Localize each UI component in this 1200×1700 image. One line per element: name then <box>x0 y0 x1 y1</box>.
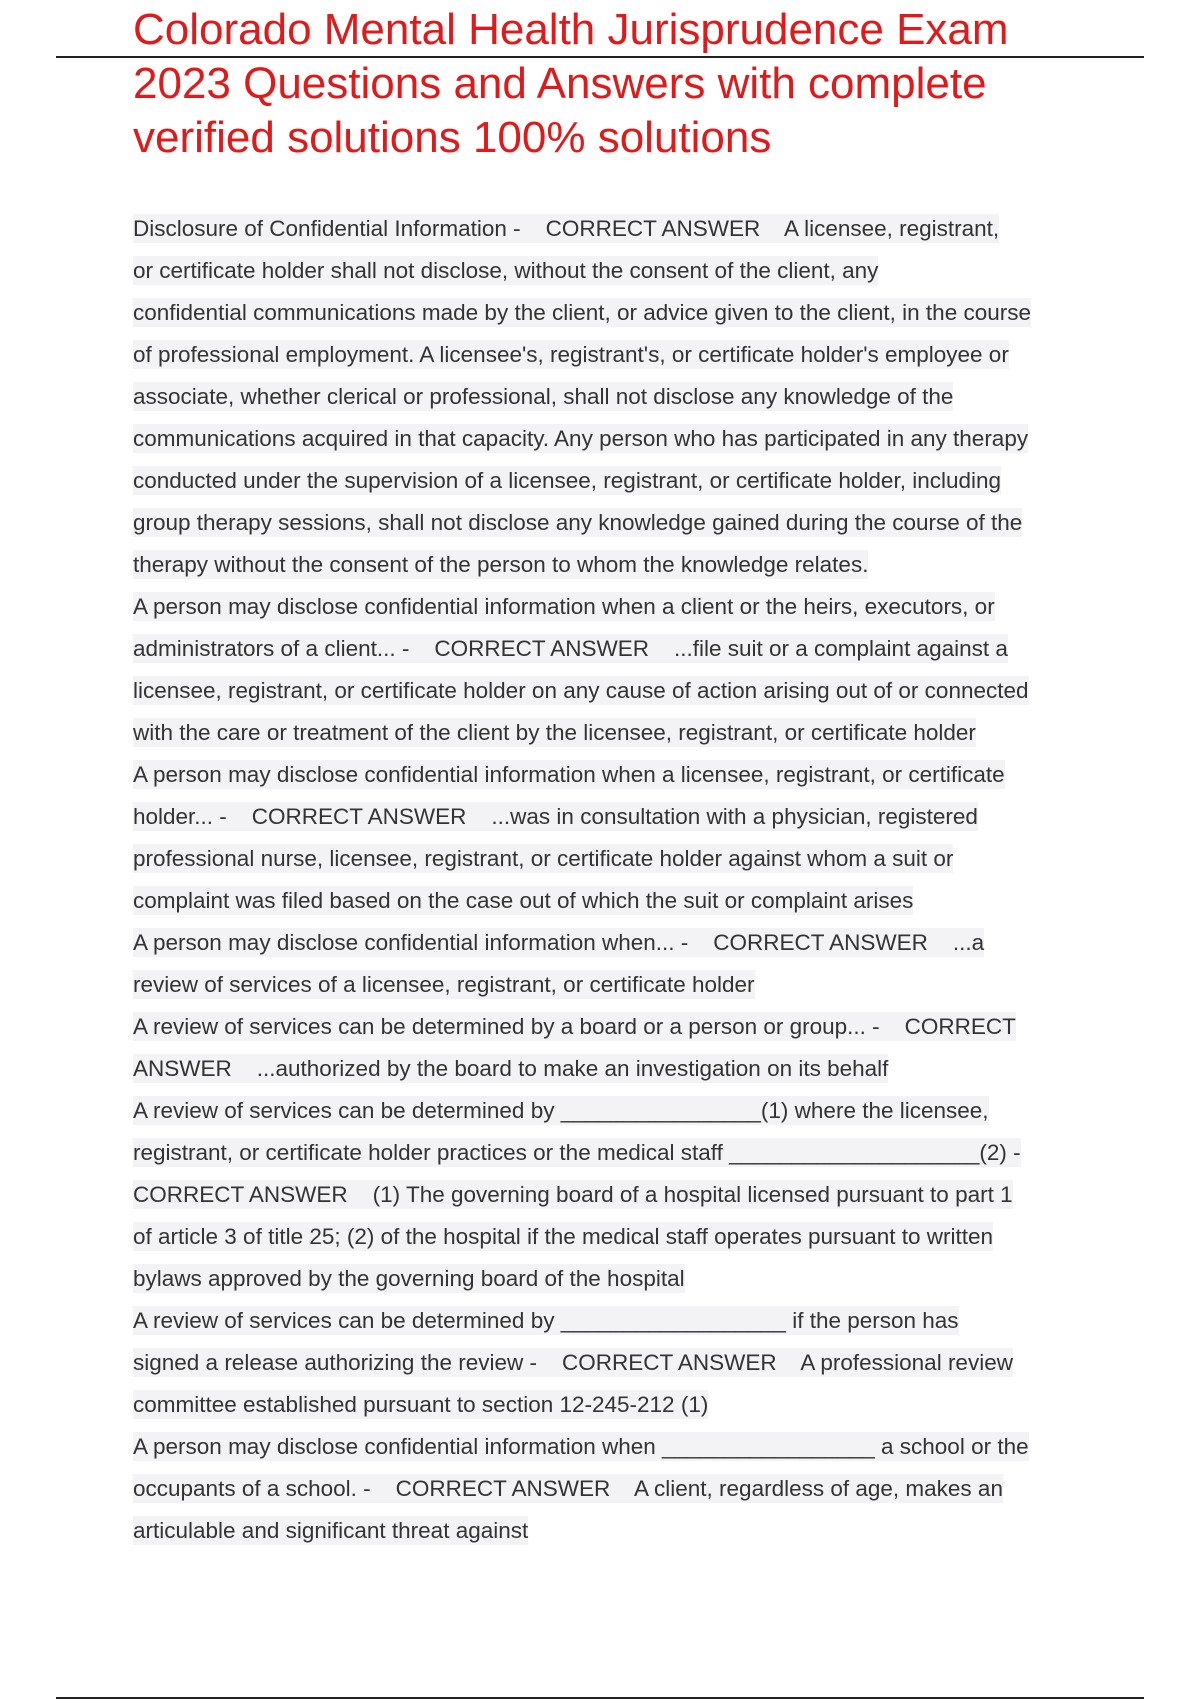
document-title <box>133 3 1153 165</box>
body-line-text: bylaws approved by the governing board of the hospital <box>133 1266 685 1291</box>
body-line-text: A person may disclose confidential information when _________________ a school or the <box>133 1434 1029 1459</box>
body-line-text: committee established pursuant to section 12-245-212 (1) <box>133 1392 709 1417</box>
body-line <box>133 796 1153 838</box>
body-line <box>133 880 1153 922</box>
body-line <box>133 208 1153 250</box>
body-line <box>133 838 1153 880</box>
body-line-text: ANSWER ...authorized by the board to make an investigation on its behalf <box>133 1056 889 1081</box>
body-line <box>133 334 1153 376</box>
body-line <box>133 1384 1153 1426</box>
body-line <box>133 292 1153 334</box>
body-line <box>133 754 1153 796</box>
body-line-text: A review of services can be determined by ________________(1) where the licensee, <box>133 1098 989 1123</box>
body-line-text: signed a release authorizing the review - CORRECT ANSWER A professional review <box>133 1350 1013 1375</box>
body-line-text: review of services of a licensee, registrant, or certificate holder <box>133 972 755 997</box>
body-line-text: communications acquired in that capacity. Any person who has participated in any therapy <box>133 426 1029 451</box>
body-line-text: or certificate holder shall not disclose, without the consent of the client, any <box>133 258 879 283</box>
body-line <box>133 1132 1153 1174</box>
body-line <box>133 1342 1153 1384</box>
body-line <box>133 418 1153 460</box>
body-line-text: occupants of a school. - CORRECT ANSWER A client, regardless of age, makes an <box>133 1476 1003 1501</box>
body-line <box>133 1426 1153 1468</box>
body-line-text: conducted under the supervision of a licensee, registrant, or certificate holder, including <box>133 468 1002 493</box>
body-line-text: A person may disclose confidential information when... - CORRECT ANSWER ...a <box>133 930 985 955</box>
body-line <box>133 670 1153 712</box>
body-line <box>133 1174 1153 1216</box>
body-line <box>133 964 1153 1006</box>
body-line <box>133 1216 1153 1258</box>
body-line-text: with the care or treatment of the client by the licensee, registrant, or certificate holder <box>133 720 976 745</box>
body-line <box>133 628 1153 670</box>
body-line-text: complaint was filed based on the case out of which the suit or complaint arises <box>133 888 914 913</box>
body-line <box>133 544 1153 586</box>
title-line-1: Colorado Mental Health Jurisprudence Exam <box>133 5 1009 54</box>
body-line-text: group therapy sessions, shall not disclose any knowledge gained during the course of the <box>133 510 1023 535</box>
title-line-3: verified solutions 100% solutions <box>133 113 772 162</box>
body-line <box>133 922 1153 964</box>
body-line-text: professional nurse, licensee, registrant, or certificate holder against whom a suit or <box>133 846 954 871</box>
body-line-text: administrators of a client... - CORRECT ANSWER ...file suit or a complaint against a <box>133 636 1008 661</box>
body-line <box>133 586 1153 628</box>
body-line-text: A person may disclose confidential information when a client or the heirs, executors, or <box>133 594 995 619</box>
body-line-text: licensee, registrant, or certificate holder on any cause of action arising out of or connected <box>133 678 1029 703</box>
body-line-text: of article 3 of title 25; (2) of the hospital if the medical staff operates pursuant to written <box>133 1224 994 1249</box>
body-line <box>133 502 1153 544</box>
body-line <box>133 1468 1153 1510</box>
body-line-text: holder... - CORRECT ANSWER ...was in consultation with a physician, registered <box>133 804 978 829</box>
body-line <box>133 712 1153 754</box>
footer-rule <box>56 1697 1144 1699</box>
body-line-text: CORRECT ANSWER (1) The governing board of a hospital licensed pursuant to part 1 <box>133 1182 1013 1207</box>
body-line-text: Disclosure of Confidential Information - CORRECT ANSWER A licensee, registrant, <box>133 216 1000 241</box>
body-line-text: associate, whether clerical or professional, shall not disclose any knowledge of the <box>133 384 954 409</box>
body-line <box>133 250 1153 292</box>
body-line-text: A review of services can be determined by a board or a person or group... - CORRECT <box>133 1014 1016 1039</box>
body-line-text: therapy without the consent of the person to whom the knowledge relates. <box>133 552 869 577</box>
body-line <box>133 1090 1153 1132</box>
body-line <box>133 376 1153 418</box>
body-line <box>133 1006 1153 1048</box>
header-rule <box>56 56 1144 58</box>
body-line-text: articulable and significant threat against <box>133 1518 529 1543</box>
document-body <box>133 208 1153 1552</box>
body-line-text: of professional employment. A licensee's, registrant's, or certificate holder's employee or <box>133 342 1009 367</box>
body-line <box>133 1258 1153 1300</box>
body-line-text: A review of services can be determined by __________________ if the person has <box>133 1308 959 1333</box>
body-line-text: A person may disclose confidential information when a licensee, registrant, or certificate <box>133 762 1005 787</box>
body-line <box>133 460 1153 502</box>
body-line <box>133 1048 1153 1090</box>
title-line-2: 2023 Questions and Answers with complete <box>133 59 987 108</box>
body-line <box>133 1510 1153 1552</box>
body-line-text: confidential communications made by the client, or advice given to the client, in the course <box>133 300 1031 325</box>
body-line <box>133 1300 1153 1342</box>
body-line-text: registrant, or certificate holder practices or the medical staff ____________________(2) - <box>133 1140 1021 1165</box>
